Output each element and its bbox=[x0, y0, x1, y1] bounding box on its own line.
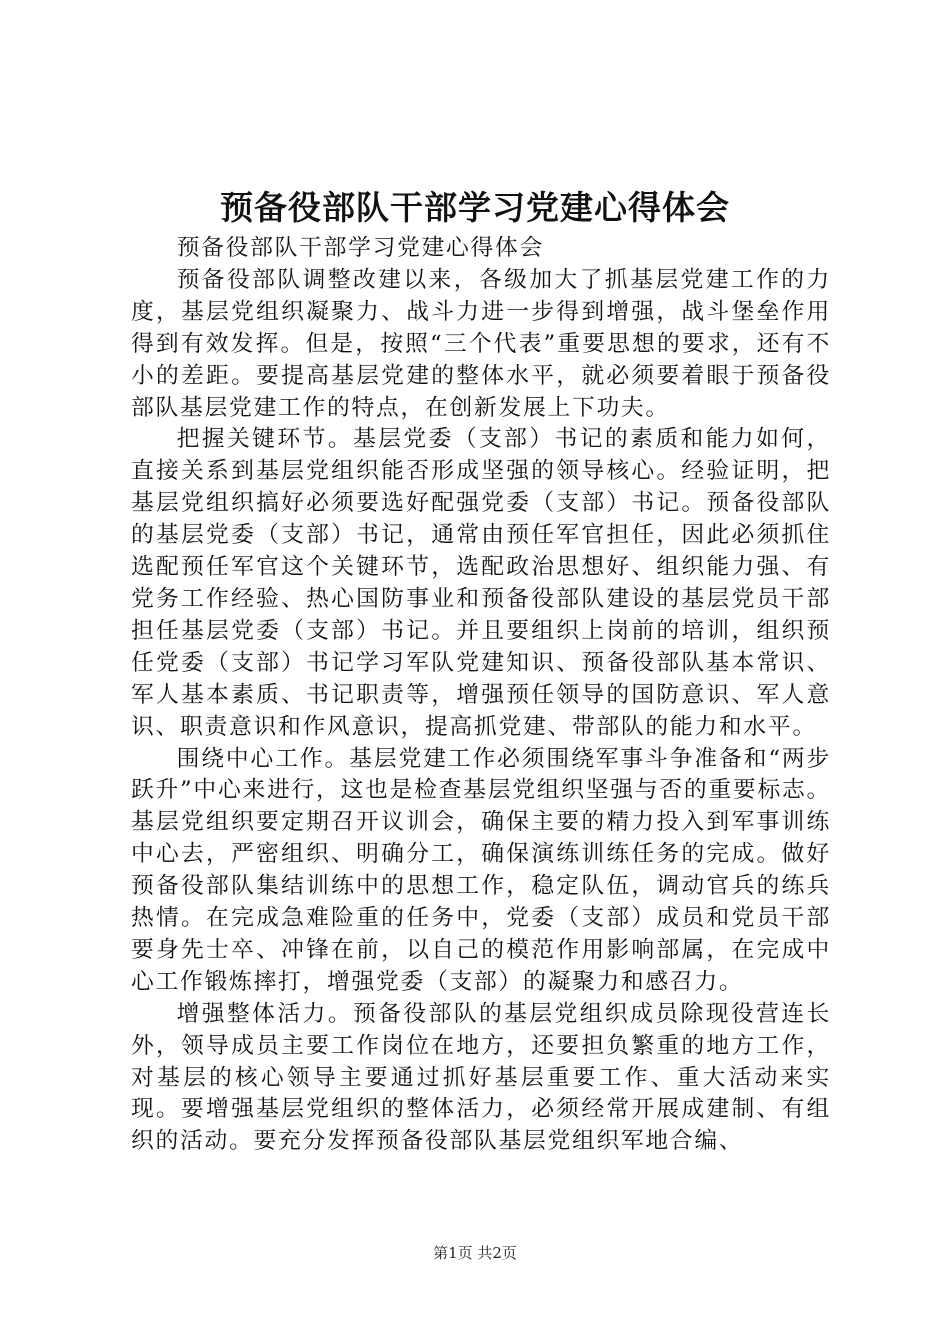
page-number-footer: 第1页 共2页 bbox=[433, 1244, 517, 1262]
paragraph-central-work: 围绕中心工作。基层党建工作必须围绕军事斗争准备和“两步跃升”中心来进行，这也是检查基层党组织坚强与否的重要标志。基层党组织要定期召开议训会，确保主要的精力投入到军事训练中心去，严密组织、明确分工，确保演练训练任务的完成。做好预备役部队集结训练中的思想工作，稳定队伍，调动官兵的练兵热情。在完成急难险重的任务中，党委（支部）成员和党员干部要身先士卒、冲锋在前，以自己的模范作用影响部属，在完成中心工作锻炼摔打，增强党委（支部）的凝聚力和感召力。 bbox=[131, 745, 831, 995]
document-body bbox=[131, 233, 831, 1158]
document-subtitle: 预备役部队干部学习党建心得体会 bbox=[176, 235, 545, 261]
paragraph-intro: 预备役部队调整改建以来，各级加大了抓基层党建工作的力度，基层党组织凝聚力、战斗力进一步得到增强，战斗堡垒作用得到有效发挥。但是，按照“三个代表”重要思想的要求，还有不小的差距。要提高基层党建的整体水平，就必须要着眼于预备役部队基层党建工作的特点，在创新发展上下功夫。 bbox=[131, 266, 831, 421]
document-title: 预备役部队干部学习党建心得体会 bbox=[220, 188, 730, 227]
paragraph-key-links: 把握关键环节。基层党委（支部）书记的素质和能力如何，直接关系到基层党组织能否形成坚强的领导核心。经验证明，把基层党组织搞好必须要选好配强党委（支部）书记。预备役部队的基层党委（支部）书记，通常由预任军官担任，因此必须抓住选配预任军官这个关键环节，选配政治思想好、组织能力强、有党务工作经验、热心国防事业和预备役部队建设的基层党员干部担任基层党委（支部）书记。并且要组织上岗前的培训，组织预任党委（支部）书记学习军队党建知识、预备役部队基本常识、军人基本素质、书记职责等，增强预任领导的国防意识、军人意识、职责意识和作风意识，提高抓党建、带部队的能力和水平。 bbox=[131, 426, 831, 740]
paragraph-overall-vitality: 增强整体活力。预备役部队的基层党组织成员除现役营连长外，领导成员主要工作岗位在地方，还要担负繁重的地方工作，对基层的核心领导主要通过抓好基层重要工作、重大活动来实现。要增强基层党组织的整体活力，必须经常开展成建制、有组织的活动。要充分发挥预备役部队基层党组织军地合编、 bbox=[131, 1000, 831, 1155]
